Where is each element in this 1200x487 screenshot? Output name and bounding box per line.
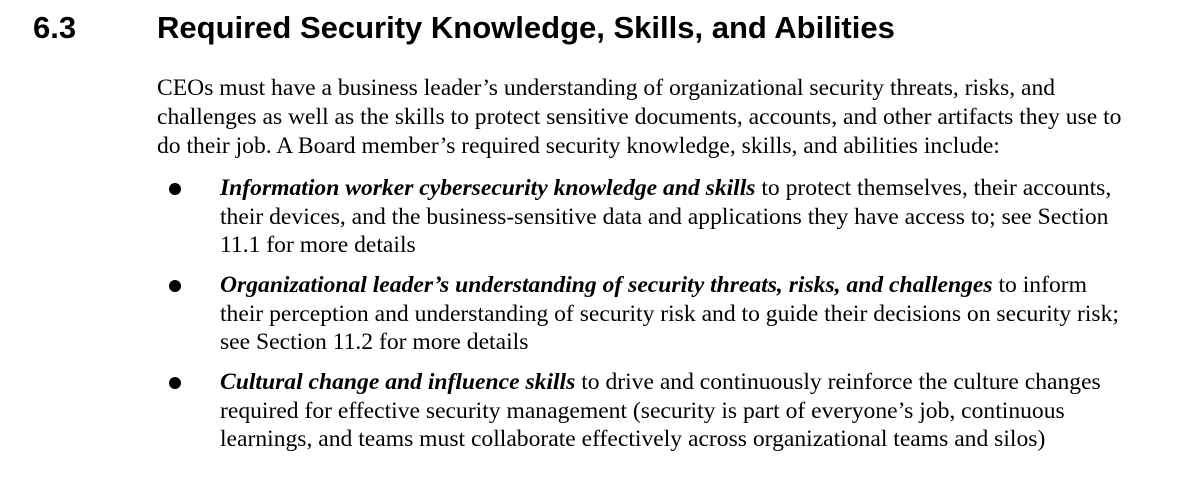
bullet-icon bbox=[169, 183, 181, 195]
list-item-term: Cultural change and influence skills bbox=[220, 369, 576, 395]
section-heading bbox=[0, 8, 1200, 52]
bullet-icon bbox=[169, 280, 181, 292]
section-title: Required Security Knowledge, Skills, and Abilities bbox=[157, 10, 895, 45]
section-number: 6.3 bbox=[33, 10, 77, 45]
intro-paragraph: CEOs must have a business leader’s understanding of organizational security threats, risks, and challenges as well as the skills to protect sensitive documents, accounts, and other artifacts they use to do their job. A Board member’s required security knowledge, skills, and abilities include: bbox=[157, 75, 1122, 159]
list-item-description: to drive and continuously reinforce the culture changes required for effective security management (security is part of everyone’s job, continuous learnings, and teams must collaborate effectively across organizational teams and silos) bbox=[220, 369, 1101, 452]
list-item-text bbox=[220, 271, 1120, 357]
list-item-description: to inform their perception and understanding of security risk and to guide their decisions on security risk; see Section 11.2 for more details bbox=[220, 272, 1119, 355]
list-item-term: Organizational leader’s understanding of security threats, risks, and challenges bbox=[220, 272, 993, 298]
list-item-term: Information worker cybersecurity knowledge and skills bbox=[220, 175, 756, 201]
list-item-description: to protect themselves, their accounts, their devices, and the business-sensitive data and applications they have access to; see Section 11.1 for more details bbox=[220, 175, 1112, 258]
list-item-text bbox=[220, 368, 1120, 454]
bullet-icon bbox=[169, 377, 181, 389]
list-item-text bbox=[220, 174, 1120, 260]
